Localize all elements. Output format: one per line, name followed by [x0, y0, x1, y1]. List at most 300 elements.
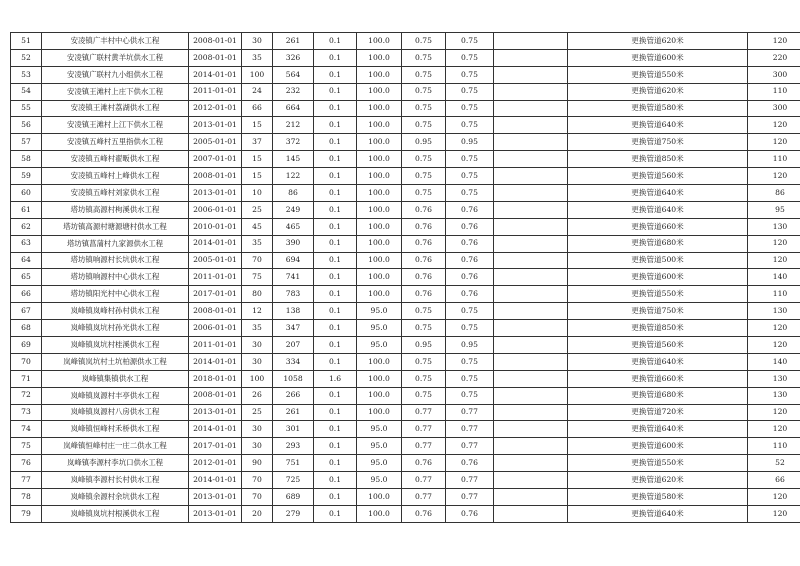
cell-row-number: 74 — [11, 421, 42, 438]
cell-project-name: 安凌镇广联村黄羊坑供水工程 — [42, 49, 189, 66]
cell-households: 689 — [273, 489, 314, 506]
cell-capacity: 0.1 — [314, 100, 357, 117]
cell-renovation-plan: 更换管道500米 — [568, 252, 748, 269]
cell-row-number: 79 — [11, 505, 42, 522]
cell-value-a: 0.75 — [402, 100, 446, 117]
table-row — [11, 83, 800, 100]
cell-households: 751 — [273, 455, 314, 472]
cell-households: 741 — [273, 269, 314, 286]
table-row — [11, 404, 800, 421]
cell-renovation-plan: 更换管道620米 — [568, 83, 748, 100]
table-row — [11, 134, 800, 151]
cell-households: 138 — [273, 303, 314, 320]
table-row — [11, 151, 800, 168]
cell-blank — [494, 218, 568, 235]
cell-rate: 100.0 — [357, 370, 402, 387]
cell-blank — [494, 117, 568, 134]
cell-renovation-plan: 更换管道620米 — [568, 472, 748, 489]
cell-blank — [494, 49, 568, 66]
cell-project-name: 安凌镇王滩村上庄下供水工程 — [42, 83, 189, 100]
cell-renovation-plan: 更换管道600米 — [568, 49, 748, 66]
cell-population: 30 — [242, 421, 273, 438]
cell-project-name: 岚峰镇恒峰村禾桥供水工程 — [42, 421, 189, 438]
cell-value-b: 0.76 — [446, 252, 494, 269]
cell-value-b: 0.75 — [446, 303, 494, 320]
cell-value-a: 0.76 — [402, 505, 446, 522]
cell-amount: 110 — [748, 151, 800, 168]
cell-value-a: 0.76 — [402, 269, 446, 286]
cell-row-number: 51 — [11, 33, 42, 50]
cell-build-date: 2011-01-01 — [189, 83, 242, 100]
cell-households: 249 — [273, 201, 314, 218]
cell-population: 24 — [242, 83, 273, 100]
cell-value-b: 0.76 — [446, 286, 494, 303]
cell-rate: 100.0 — [357, 505, 402, 522]
cell-blank — [494, 201, 568, 218]
cell-value-b: 0.75 — [446, 83, 494, 100]
cell-value-b: 0.75 — [446, 66, 494, 83]
cell-value-b: 0.75 — [446, 33, 494, 50]
cell-build-date: 2008-01-01 — [189, 49, 242, 66]
table-row — [11, 168, 800, 185]
cell-renovation-plan: 更换管道560米 — [568, 337, 748, 354]
cell-renovation-plan: 更换管道660米 — [568, 370, 748, 387]
cell-blank — [494, 66, 568, 83]
cell-amount: 120 — [748, 320, 800, 337]
cell-build-date: 2014-01-01 — [189, 235, 242, 252]
cell-blank — [494, 438, 568, 455]
cell-value-b: 0.75 — [446, 117, 494, 134]
cell-population: 30 — [242, 337, 273, 354]
cell-rate: 100.0 — [357, 286, 402, 303]
cell-capacity: 0.1 — [314, 421, 357, 438]
cell-renovation-plan: 更换管道560米 — [568, 168, 748, 185]
cell-rate: 100.0 — [357, 201, 402, 218]
cell-amount: 220 — [748, 49, 800, 66]
cell-build-date: 2013-01-01 — [189, 505, 242, 522]
cell-rate: 95.0 — [357, 303, 402, 320]
cell-households: 122 — [273, 168, 314, 185]
cell-value-a: 0.75 — [402, 117, 446, 134]
cell-build-date: 2005-01-01 — [189, 252, 242, 269]
cell-households: 261 — [273, 404, 314, 421]
cell-project-name: 岚峰镇岚坑村根溪供水工程 — [42, 505, 189, 522]
cell-population: 37 — [242, 134, 273, 151]
cell-blank — [494, 134, 568, 151]
cell-build-date: 2013-01-01 — [189, 185, 242, 202]
cell-row-number: 62 — [11, 218, 42, 235]
cell-renovation-plan: 更换管道580米 — [568, 489, 748, 506]
cell-blank — [494, 370, 568, 387]
cell-project-name: 岚峰镇余源村余坑供水工程 — [42, 489, 189, 506]
cell-rate: 100.0 — [357, 185, 402, 202]
cell-population: 15 — [242, 151, 273, 168]
cell-build-date: 2013-01-01 — [189, 489, 242, 506]
cell-value-b: 0.76 — [446, 455, 494, 472]
cell-capacity: 0.1 — [314, 117, 357, 134]
cell-renovation-plan: 更换管道850米 — [568, 151, 748, 168]
cell-renovation-plan: 更换管道680米 — [568, 387, 748, 404]
cell-renovation-plan: 更换管道640米 — [568, 505, 748, 522]
cell-households: 694 — [273, 252, 314, 269]
cell-value-b: 0.75 — [446, 49, 494, 66]
cell-value-b: 0.95 — [446, 337, 494, 354]
cell-amount: 110 — [748, 438, 800, 455]
cell-value-a: 0.75 — [402, 49, 446, 66]
cell-value-b: 0.77 — [446, 472, 494, 489]
cell-households: 261 — [273, 33, 314, 50]
cell-value-a: 0.77 — [402, 404, 446, 421]
table-row — [11, 100, 800, 117]
cell-capacity: 0.1 — [314, 337, 357, 354]
cell-build-date: 2012-01-01 — [189, 455, 242, 472]
cell-rate: 100.0 — [357, 235, 402, 252]
cell-row-number: 55 — [11, 100, 42, 117]
cell-capacity: 0.1 — [314, 269, 357, 286]
cell-build-date: 2018-01-01 — [189, 370, 242, 387]
cell-households: 372 — [273, 134, 314, 151]
cell-capacity: 0.1 — [314, 134, 357, 151]
cell-capacity: 0.1 — [314, 218, 357, 235]
cell-population: 90 — [242, 455, 273, 472]
cell-blank — [494, 320, 568, 337]
cell-value-b: 0.75 — [446, 320, 494, 337]
cell-value-a: 0.75 — [402, 83, 446, 100]
cell-row-number: 58 — [11, 151, 42, 168]
cell-capacity: 0.1 — [314, 151, 357, 168]
cell-project-name: 岚峰镇集镇供水工程 — [42, 370, 189, 387]
cell-row-number: 53 — [11, 66, 42, 83]
cell-build-date: 2012-01-01 — [189, 100, 242, 117]
cell-blank — [494, 151, 568, 168]
cell-value-b: 0.75 — [446, 185, 494, 202]
cell-rate: 95.0 — [357, 320, 402, 337]
table-row — [11, 286, 800, 303]
cell-value-b: 0.75 — [446, 387, 494, 404]
cell-amount: 140 — [748, 353, 800, 370]
cell-project-name: 岚峰镇岚坑村土坑柏源供水工程 — [42, 353, 189, 370]
cell-row-number: 61 — [11, 201, 42, 218]
cell-population: 30 — [242, 353, 273, 370]
table-row — [11, 218, 800, 235]
cell-amount: 120 — [748, 117, 800, 134]
cell-amount: 110 — [748, 83, 800, 100]
table-row — [11, 489, 800, 506]
cell-rate: 100.0 — [357, 33, 402, 50]
water-supply-projects-table — [10, 32, 800, 523]
cell-population: 100 — [242, 66, 273, 83]
cell-build-date: 2006-01-01 — [189, 201, 242, 218]
cell-value-b: 0.77 — [446, 421, 494, 438]
cell-households: 301 — [273, 421, 314, 438]
cell-households: 293 — [273, 438, 314, 455]
cell-amount: 120 — [748, 235, 800, 252]
cell-project-name: 安凌镇广联村九小组供水工程 — [42, 66, 189, 83]
cell-blank — [494, 235, 568, 252]
cell-value-a: 0.75 — [402, 168, 446, 185]
cell-amount: 120 — [748, 33, 800, 50]
cell-value-a: 0.76 — [402, 235, 446, 252]
cell-renovation-plan: 更换管道580米 — [568, 100, 748, 117]
cell-population: 35 — [242, 320, 273, 337]
cell-value-a: 0.77 — [402, 438, 446, 455]
cell-build-date: 2013-01-01 — [189, 404, 242, 421]
cell-amount: 300 — [748, 66, 800, 83]
cell-build-date: 2017-01-01 — [189, 286, 242, 303]
cell-blank — [494, 33, 568, 50]
cell-row-number: 78 — [11, 489, 42, 506]
cell-capacity: 0.1 — [314, 303, 357, 320]
cell-renovation-plan: 更换管道550米 — [568, 66, 748, 83]
cell-population: 10 — [242, 185, 273, 202]
cell-build-date: 2011-01-01 — [189, 337, 242, 354]
cell-blank — [494, 269, 568, 286]
cell-value-a: 0.75 — [402, 33, 446, 50]
cell-renovation-plan: 更换管道750米 — [568, 134, 748, 151]
cell-renovation-plan: 更换管道600米 — [568, 269, 748, 286]
cell-build-date: 2008-01-01 — [189, 303, 242, 320]
cell-rate: 100.0 — [357, 134, 402, 151]
cell-row-number: 63 — [11, 235, 42, 252]
cell-renovation-plan: 更换管道640米 — [568, 201, 748, 218]
cell-households: 232 — [273, 83, 314, 100]
cell-population: 26 — [242, 387, 273, 404]
cell-population: 75 — [242, 269, 273, 286]
cell-capacity: 0.1 — [314, 489, 357, 506]
cell-build-date: 2011-01-01 — [189, 269, 242, 286]
cell-blank — [494, 421, 568, 438]
cell-row-number: 73 — [11, 404, 42, 421]
cell-value-b: 0.77 — [446, 404, 494, 421]
cell-capacity: 0.1 — [314, 201, 357, 218]
table-row — [11, 33, 800, 50]
cell-rate: 95.0 — [357, 421, 402, 438]
cell-amount: 66 — [748, 472, 800, 489]
cell-capacity: 0.1 — [314, 472, 357, 489]
cell-amount: 120 — [748, 337, 800, 354]
cell-row-number: 76 — [11, 455, 42, 472]
cell-households: 347 — [273, 320, 314, 337]
cell-build-date: 2008-01-01 — [189, 168, 242, 185]
cell-renovation-plan: 更换管道600米 — [568, 438, 748, 455]
cell-row-number: 56 — [11, 117, 42, 134]
cell-rate: 100.0 — [357, 489, 402, 506]
cell-value-b: 0.76 — [446, 269, 494, 286]
cell-amount: 120 — [748, 421, 800, 438]
cell-population: 80 — [242, 286, 273, 303]
cell-renovation-plan: 更换管道680米 — [568, 235, 748, 252]
table-row — [11, 269, 800, 286]
cell-capacity: 1.6 — [314, 370, 357, 387]
cell-amount: 130 — [748, 303, 800, 320]
cell-capacity: 0.1 — [314, 387, 357, 404]
cell-value-a: 0.77 — [402, 472, 446, 489]
cell-value-a: 0.75 — [402, 66, 446, 83]
cell-row-number: 69 — [11, 337, 42, 354]
cell-value-a: 0.76 — [402, 455, 446, 472]
cell-row-number: 66 — [11, 286, 42, 303]
table-row — [11, 455, 800, 472]
cell-amount: 130 — [748, 218, 800, 235]
table-row — [11, 66, 800, 83]
cell-capacity: 0.1 — [314, 185, 357, 202]
cell-value-b: 0.76 — [446, 235, 494, 252]
cell-project-name: 安凌镇五峰村翟畈供水工程 — [42, 151, 189, 168]
cell-project-name: 岚峰镇李源村长村供水工程 — [42, 472, 189, 489]
cell-amount: 120 — [748, 168, 800, 185]
cell-population: 45 — [242, 218, 273, 235]
cell-population: 25 — [242, 201, 273, 218]
cell-renovation-plan: 更换管道640米 — [568, 185, 748, 202]
table-row — [11, 421, 800, 438]
table-row — [11, 49, 800, 66]
cell-population: 12 — [242, 303, 273, 320]
cell-renovation-plan: 更换管道750米 — [568, 303, 748, 320]
cell-households: 212 — [273, 117, 314, 134]
cell-capacity: 0.1 — [314, 66, 357, 83]
cell-blank — [494, 387, 568, 404]
cell-project-name: 塔坊镇响源村长坑供水工程 — [42, 252, 189, 269]
cell-population: 15 — [242, 168, 273, 185]
cell-blank — [494, 100, 568, 117]
cell-capacity: 0.1 — [314, 252, 357, 269]
cell-amount: 120 — [748, 505, 800, 522]
cell-value-a: 0.75 — [402, 370, 446, 387]
cell-rate: 100.0 — [357, 269, 402, 286]
table-row — [11, 505, 800, 522]
cell-row-number: 75 — [11, 438, 42, 455]
cell-value-b: 0.75 — [446, 353, 494, 370]
cell-value-a: 0.75 — [402, 151, 446, 168]
table-row — [11, 117, 800, 134]
cell-project-name: 安凌镇五峰村上峰供水工程 — [42, 168, 189, 185]
cell-row-number: 65 — [11, 269, 42, 286]
cell-households: 783 — [273, 286, 314, 303]
cell-rate: 100.0 — [357, 404, 402, 421]
cell-value-a: 0.95 — [402, 337, 446, 354]
cell-row-number: 60 — [11, 185, 42, 202]
cell-capacity: 0.1 — [314, 320, 357, 337]
cell-amount: 110 — [748, 286, 800, 303]
cell-project-name: 安凌镇五峰村五里指供水工程 — [42, 134, 189, 151]
cell-capacity: 0.1 — [314, 505, 357, 522]
cell-rate: 100.0 — [357, 117, 402, 134]
cell-blank — [494, 303, 568, 320]
cell-households: 326 — [273, 49, 314, 66]
table-row — [11, 303, 800, 320]
cell-households: 334 — [273, 353, 314, 370]
cell-value-b: 0.75 — [446, 168, 494, 185]
cell-blank — [494, 505, 568, 522]
cell-amount: 130 — [748, 370, 800, 387]
cell-value-a: 0.75 — [402, 303, 446, 320]
cell-build-date: 2008-01-01 — [189, 33, 242, 50]
cell-population: 25 — [242, 404, 273, 421]
cell-project-name: 岚峰镇恒峰村庄一庄二供水工程 — [42, 438, 189, 455]
cell-population: 66 — [242, 100, 273, 117]
cell-project-name: 安凌镇王滩村荔湖供水工程 — [42, 100, 189, 117]
cell-value-b: 0.76 — [446, 505, 494, 522]
cell-capacity: 0.1 — [314, 438, 357, 455]
table-row — [11, 201, 800, 218]
cell-population: 15 — [242, 117, 273, 134]
cell-value-a: 0.75 — [402, 387, 446, 404]
cell-capacity: 0.1 — [314, 286, 357, 303]
cell-amount: 130 — [748, 387, 800, 404]
cell-project-name: 岚峰镇岚坑村桂溪供水工程 — [42, 337, 189, 354]
cell-blank — [494, 185, 568, 202]
cell-rate: 100.0 — [357, 83, 402, 100]
cell-households: 465 — [273, 218, 314, 235]
cell-households: 1058 — [273, 370, 314, 387]
cell-households: 279 — [273, 505, 314, 522]
cell-project-name: 安凌镇广丰村中心供水工程 — [42, 33, 189, 50]
cell-project-name: 岚峰镇岚峰村孙村供水工程 — [42, 303, 189, 320]
cell-renovation-plan: 更换管道550米 — [568, 455, 748, 472]
cell-project-name: 塔坊镇高源村枸溪供水工程 — [42, 201, 189, 218]
cell-value-a: 0.77 — [402, 421, 446, 438]
table-row — [11, 353, 800, 370]
cell-households: 145 — [273, 151, 314, 168]
cell-renovation-plan: 更换管道850米 — [568, 320, 748, 337]
cell-households: 207 — [273, 337, 314, 354]
cell-renovation-plan: 更换管道640米 — [568, 353, 748, 370]
cell-blank — [494, 489, 568, 506]
cell-project-name: 岚峰镇岚源村丰亭供水工程 — [42, 387, 189, 404]
cell-blank — [494, 168, 568, 185]
cell-renovation-plan: 更换管道720米 — [568, 404, 748, 421]
cell-rate: 95.0 — [357, 337, 402, 354]
cell-blank — [494, 286, 568, 303]
cell-row-number: 52 — [11, 49, 42, 66]
cell-value-b: 0.77 — [446, 438, 494, 455]
cell-value-a: 0.76 — [402, 286, 446, 303]
cell-rate: 100.0 — [357, 218, 402, 235]
cell-capacity: 0.1 — [314, 353, 357, 370]
cell-build-date: 2005-01-01 — [189, 134, 242, 151]
cell-row-number: 70 — [11, 353, 42, 370]
cell-value-b: 0.95 — [446, 134, 494, 151]
cell-blank — [494, 472, 568, 489]
cell-capacity: 0.1 — [314, 455, 357, 472]
cell-rate: 100.0 — [357, 66, 402, 83]
cell-rate: 100.0 — [357, 353, 402, 370]
cell-capacity: 0.1 — [314, 33, 357, 50]
cell-capacity: 0.1 — [314, 235, 357, 252]
cell-value-a: 0.76 — [402, 218, 446, 235]
cell-blank — [494, 353, 568, 370]
cell-value-b: 0.77 — [446, 489, 494, 506]
cell-amount: 120 — [748, 404, 800, 421]
cell-value-b: 0.76 — [446, 201, 494, 218]
cell-households: 86 — [273, 185, 314, 202]
cell-build-date: 2014-01-01 — [189, 421, 242, 438]
cell-households: 664 — [273, 100, 314, 117]
cell-population: 30 — [242, 438, 273, 455]
cell-project-name: 安凌镇王滩村上江下供水工程 — [42, 117, 189, 134]
table-row — [11, 185, 800, 202]
cell-population: 35 — [242, 49, 273, 66]
cell-row-number: 64 — [11, 252, 42, 269]
cell-capacity: 0.1 — [314, 404, 357, 421]
cell-value-a: 0.75 — [402, 185, 446, 202]
cell-value-a: 0.76 — [402, 201, 446, 218]
cell-build-date: 2008-01-01 — [189, 387, 242, 404]
cell-project-name: 岚峰镇岚源村八房供水工程 — [42, 404, 189, 421]
cell-value-b: 0.75 — [446, 151, 494, 168]
cell-capacity: 0.1 — [314, 49, 357, 66]
cell-population: 20 — [242, 505, 273, 522]
